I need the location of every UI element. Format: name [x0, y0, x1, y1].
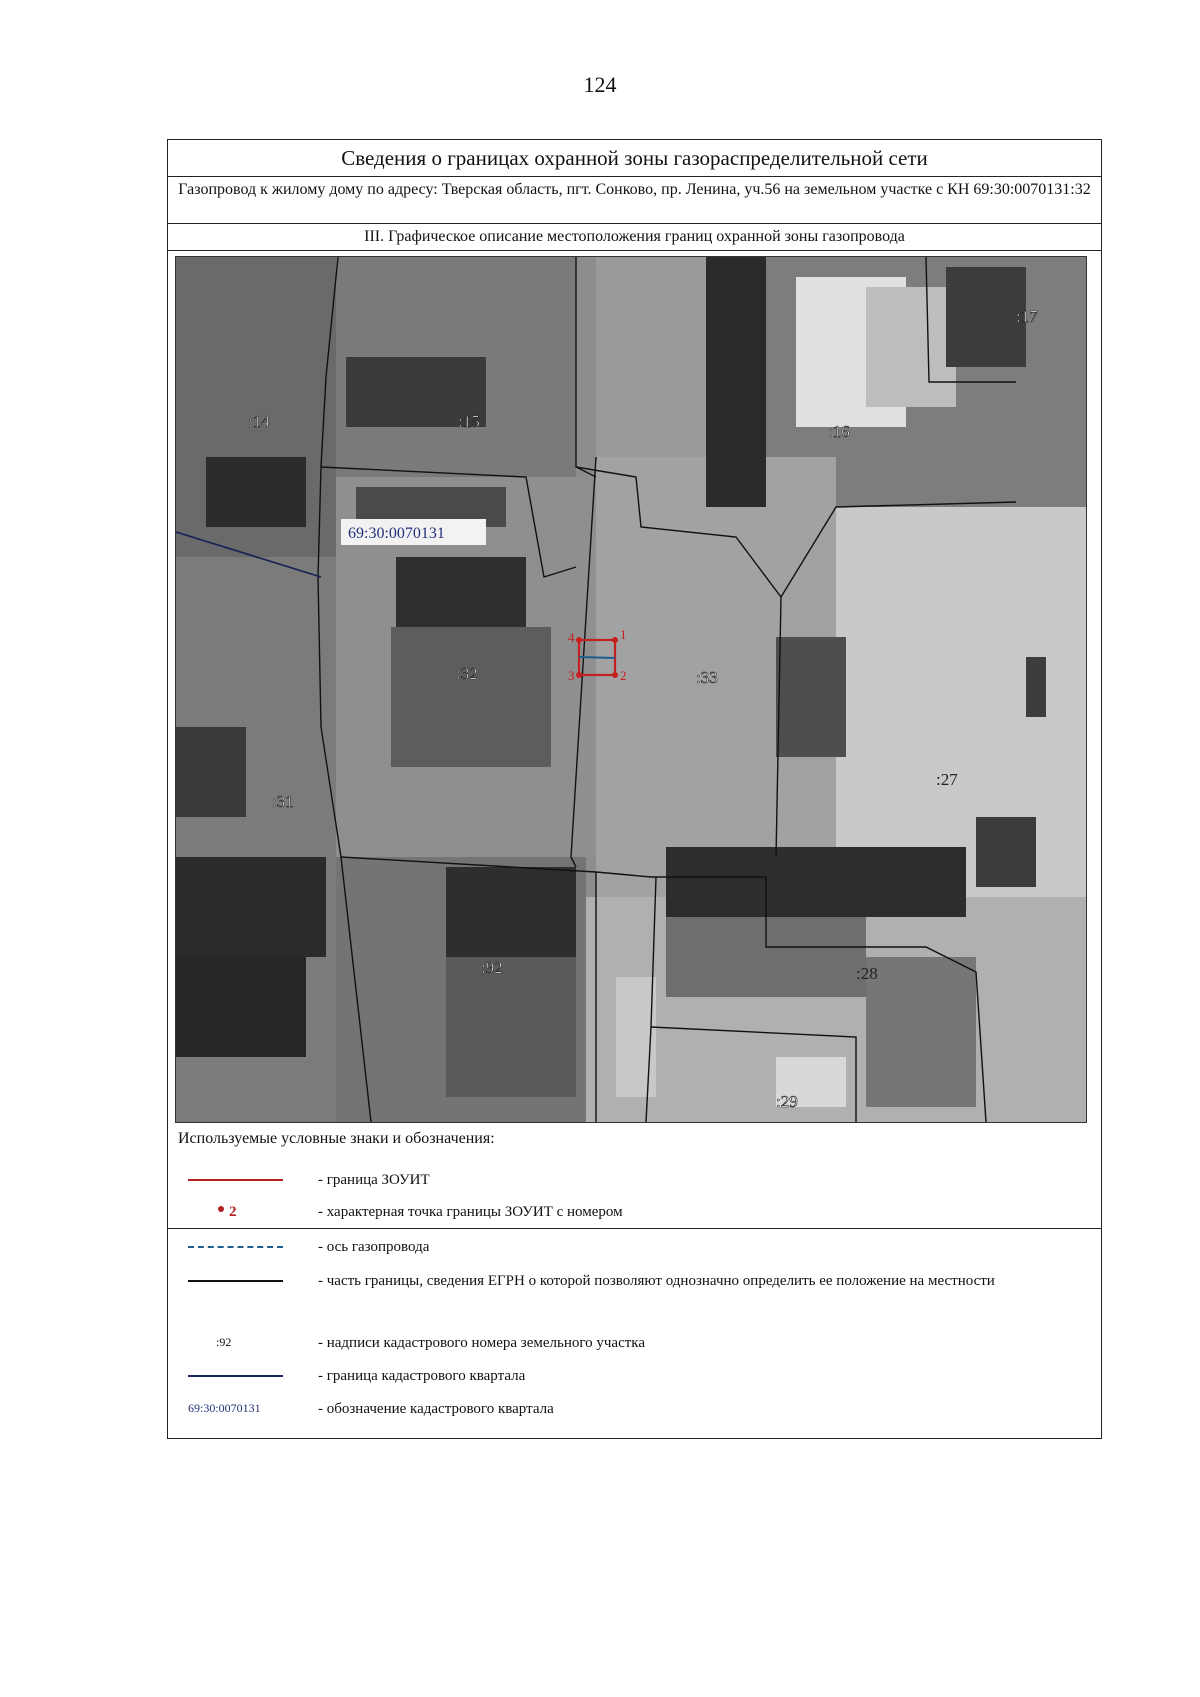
boundary-point-3 [576, 672, 582, 678]
parcel-label-27: :27 [936, 770, 958, 789]
legend-text: - граница кадастрового квартала [318, 1368, 526, 1384]
legend-continuation [167, 1229, 1102, 1439]
quarter-label: 69:30:0070131 [348, 525, 445, 542]
legend-item-zouit-boundary [168, 1168, 1101, 1192]
legend-text: - граница ЗОУИТ [318, 1172, 430, 1188]
navy-line-symbol [188, 1364, 283, 1388]
section-heading: III. Графическое описание местоположения границ охранной зоны газопровода [168, 224, 1101, 251]
red-point-symbol [188, 1200, 283, 1224]
legend-item-parcel-boundary [168, 1269, 1101, 1317]
parcel-label-29: :29 [776, 1092, 798, 1111]
parcel-label-28: :28 [856, 964, 878, 983]
object-description: Газопровод к жилому дому по адресу: Тверская область, пгт. Сонково, пр. Ленина, уч.56 на земельном участке с КН 69:30:0070131:32 [168, 177, 1101, 224]
parcel-label-31: :31 [272, 792, 294, 811]
parcel-label-33: :33 [696, 668, 718, 687]
legend-item-quarter-label [168, 1397, 1101, 1421]
quarter-label-sample: 69:30:0070131 [188, 1401, 261, 1415]
parcel-label-14: :14 [248, 412, 270, 431]
point-number-3: 3 [568, 668, 575, 683]
legend-item-parcel-label [168, 1331, 1101, 1355]
document-frame [167, 139, 1102, 1229]
point-number-1: 1 [620, 627, 627, 642]
document-title: Сведения о границах охранной зоны газораспределительной сети [168, 140, 1101, 177]
legend-text: - часть границы, сведения ЕГРН о которой позволяют однозначно определить ее положение на местности [318, 1273, 995, 1289]
cadastral-map [175, 256, 1087, 1123]
black-line-symbol [188, 1269, 283, 1293]
legend-text: - обозначение кадастрового квартала [318, 1401, 554, 1417]
boundary-point-2 [612, 672, 618, 678]
point-number-2: 2 [620, 668, 627, 683]
boundary-point-4 [576, 637, 582, 643]
parcel-label-16: :16 [828, 422, 850, 441]
parcel-label-symbol [188, 1331, 283, 1355]
parcel-label-15: :15 [458, 412, 480, 431]
red-line-symbol [188, 1168, 283, 1192]
legend-text: - надписи кадастрового номера земельного участка [318, 1335, 646, 1351]
point-sample-number: 2 [229, 1204, 237, 1220]
page-number: 124 [583, 72, 617, 97]
legend-text: - ось газопровода [318, 1239, 430, 1255]
point-number-4: 4 [568, 630, 575, 645]
legend-text: - характерная точка границы ЗОУИТ с номером [318, 1204, 623, 1220]
legend-item-quarter-boundary [168, 1364, 1101, 1388]
legend-title: Используемые условные знаки и обозначения: [178, 1130, 495, 1147]
boundary-point-1 [612, 637, 618, 643]
legend-item-boundary-point [168, 1200, 1101, 1224]
quarter-label-symbol [188, 1397, 283, 1421]
parcel-label-sample: :92 [216, 1335, 232, 1349]
gas-pipeline-axis [579, 657, 615, 658]
parcel-label-17: :17 [1016, 307, 1038, 326]
aerial-imagery [176, 257, 1086, 1122]
parcel-label-92: :92 [481, 958, 503, 977]
blue-dashed-line-symbol [188, 1235, 283, 1259]
legend-item-gas-axis [168, 1235, 1101, 1259]
parcel-label-32: :32 [456, 664, 478, 683]
legend [168, 1130, 1101, 1230]
